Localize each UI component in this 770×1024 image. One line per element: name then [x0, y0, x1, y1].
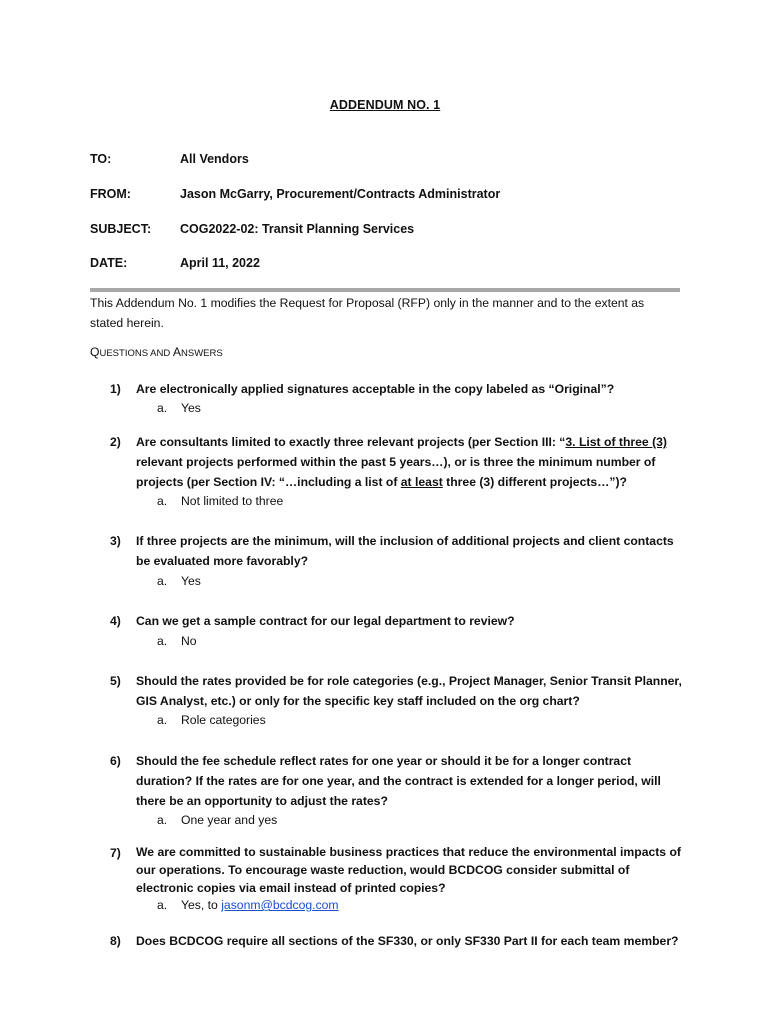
question-text: If three projects are the minimum, will the inclusion of additional projects and client contacts be evaluated more favorably?	[136, 534, 674, 568]
question-text: Are electronically applied signatures acceptable in the copy labeled as “Original”?	[136, 382, 615, 396]
question-text: Can we get a sample contract for our legal department to review?	[136, 614, 515, 628]
question-number: 5)	[110, 674, 121, 688]
question-number: 1)	[110, 382, 121, 396]
intro-paragraph: This Addendum No. 1 modifies the Request for Proposal (RFP) only in the manner and to the extent as stated herein.	[90, 296, 645, 330]
header-label: SUBJECT:	[90, 222, 152, 236]
email-link[interactable]: jasonm@bcdcog.com	[221, 898, 339, 912]
document-title: ADDENDUM NO. 1	[329, 98, 441, 112]
question-number: 7)	[110, 846, 121, 860]
question-number: 4)	[110, 614, 121, 628]
header-value: All Vendors	[180, 152, 249, 166]
question-number: 3)	[110, 534, 121, 548]
header-divider	[90, 288, 680, 292]
header-label: DATE:	[90, 256, 128, 270]
question-text: Does BCDCOG require all sections of the SF330, or only SF330 Part II for each team member?	[136, 934, 679, 948]
header-label: TO:	[90, 152, 112, 166]
question-text: Should the rates provided be for role categories (e.g., Project Manager, Senior Transit Planner, GIS Analyst, etc.) or only for the specific key staff included on the org chart?	[136, 674, 682, 708]
header-value: April 11, 2022	[180, 256, 260, 270]
section-heading: QUESTIONS AND ANSWERS	[90, 345, 223, 359]
header-value: COG2022-02: Transit Planning Services	[180, 222, 415, 236]
question-number: 2)	[110, 435, 121, 449]
question-number: 6)	[110, 754, 121, 768]
document-page: ADDENDUM NO. 1 TO: All Vendors FROM: Jason McGarry, Procurement/Contracts Administrator SUBJECT: COG2022-02: Transit Planning Services DATE: April 11, 2022 This Addendum No. 1 modifies the Request for Proposal (RFP) only in the manner and to the extent as stated herein. QUESTIONS AND ANSWERS 1) Are electronically applied signatures acceptable in the copy labeled as “Original”? a. Yes 2) Are consultants limited to exactly three relevant projects (per Section III: “3. List of three (3) relevant projects performed within the past 5 years…), or is three the minimum number of projects (per Section IV: “…including a list of at least three (3) different projects…”)? a. Not limited to three 3) If three projects are the minimum, will the inclusion of additional projects and client contacts be evaluated more favorably? a. Yes 4) Can we get a sample contract for our legal department to review? a. No 5) Should the rates provided be for role categories (e.g., Project Manager, Senior Transit Planner, GIS Analyst, etc.) or only for the specific key staff included on the org chart? a. Role categories 6) Should the fee schedule reflect rates for one year or should it be for a longer contract duration? If the rates are for one year, and the contract is extended for a longer period, will there be an opportunity to adjust the rates? a. One year and yes 7) We are committed to sustainable business practices that reduce the environmental impacts of our operations. To encourage waste reduction, would BCDCOG consider submittal of electronic copies via email instead of printed copies? a. Yes, to jasonm@bcdcog.com 8) Does BCDCOG require all sections of the SF330, or only SF330 Part II for each team member?	[0, 0, 770, 1024]
question-text: We are committed to sustainable business practices that reduce the environmental impacts of our operations. To encourage waste reduction, would BCDCOG consider submittal of electronic copies via email instead of printed copies?	[136, 845, 681, 895]
question-number: 8)	[110, 934, 121, 948]
header-value: Jason McGarry, Procurement/Contracts Administrator	[180, 187, 501, 201]
question-text: Are consultants limited to exactly three relevant projects (per Section III: “3. List of three (3) relevant projects performed within the past 5 years…), or is three the minimum number of projects (per Section IV: “…including a list of at least three (3) different projects…”)?	[136, 435, 667, 489]
question-text: Should the fee schedule reflect rates for one year or should it be for a longer contract duration? If the rates are for one year, and the contract is extended for a longer period, will there be an opportunity to adjust the rates?	[136, 754, 661, 808]
header-label: FROM:	[90, 187, 131, 201]
